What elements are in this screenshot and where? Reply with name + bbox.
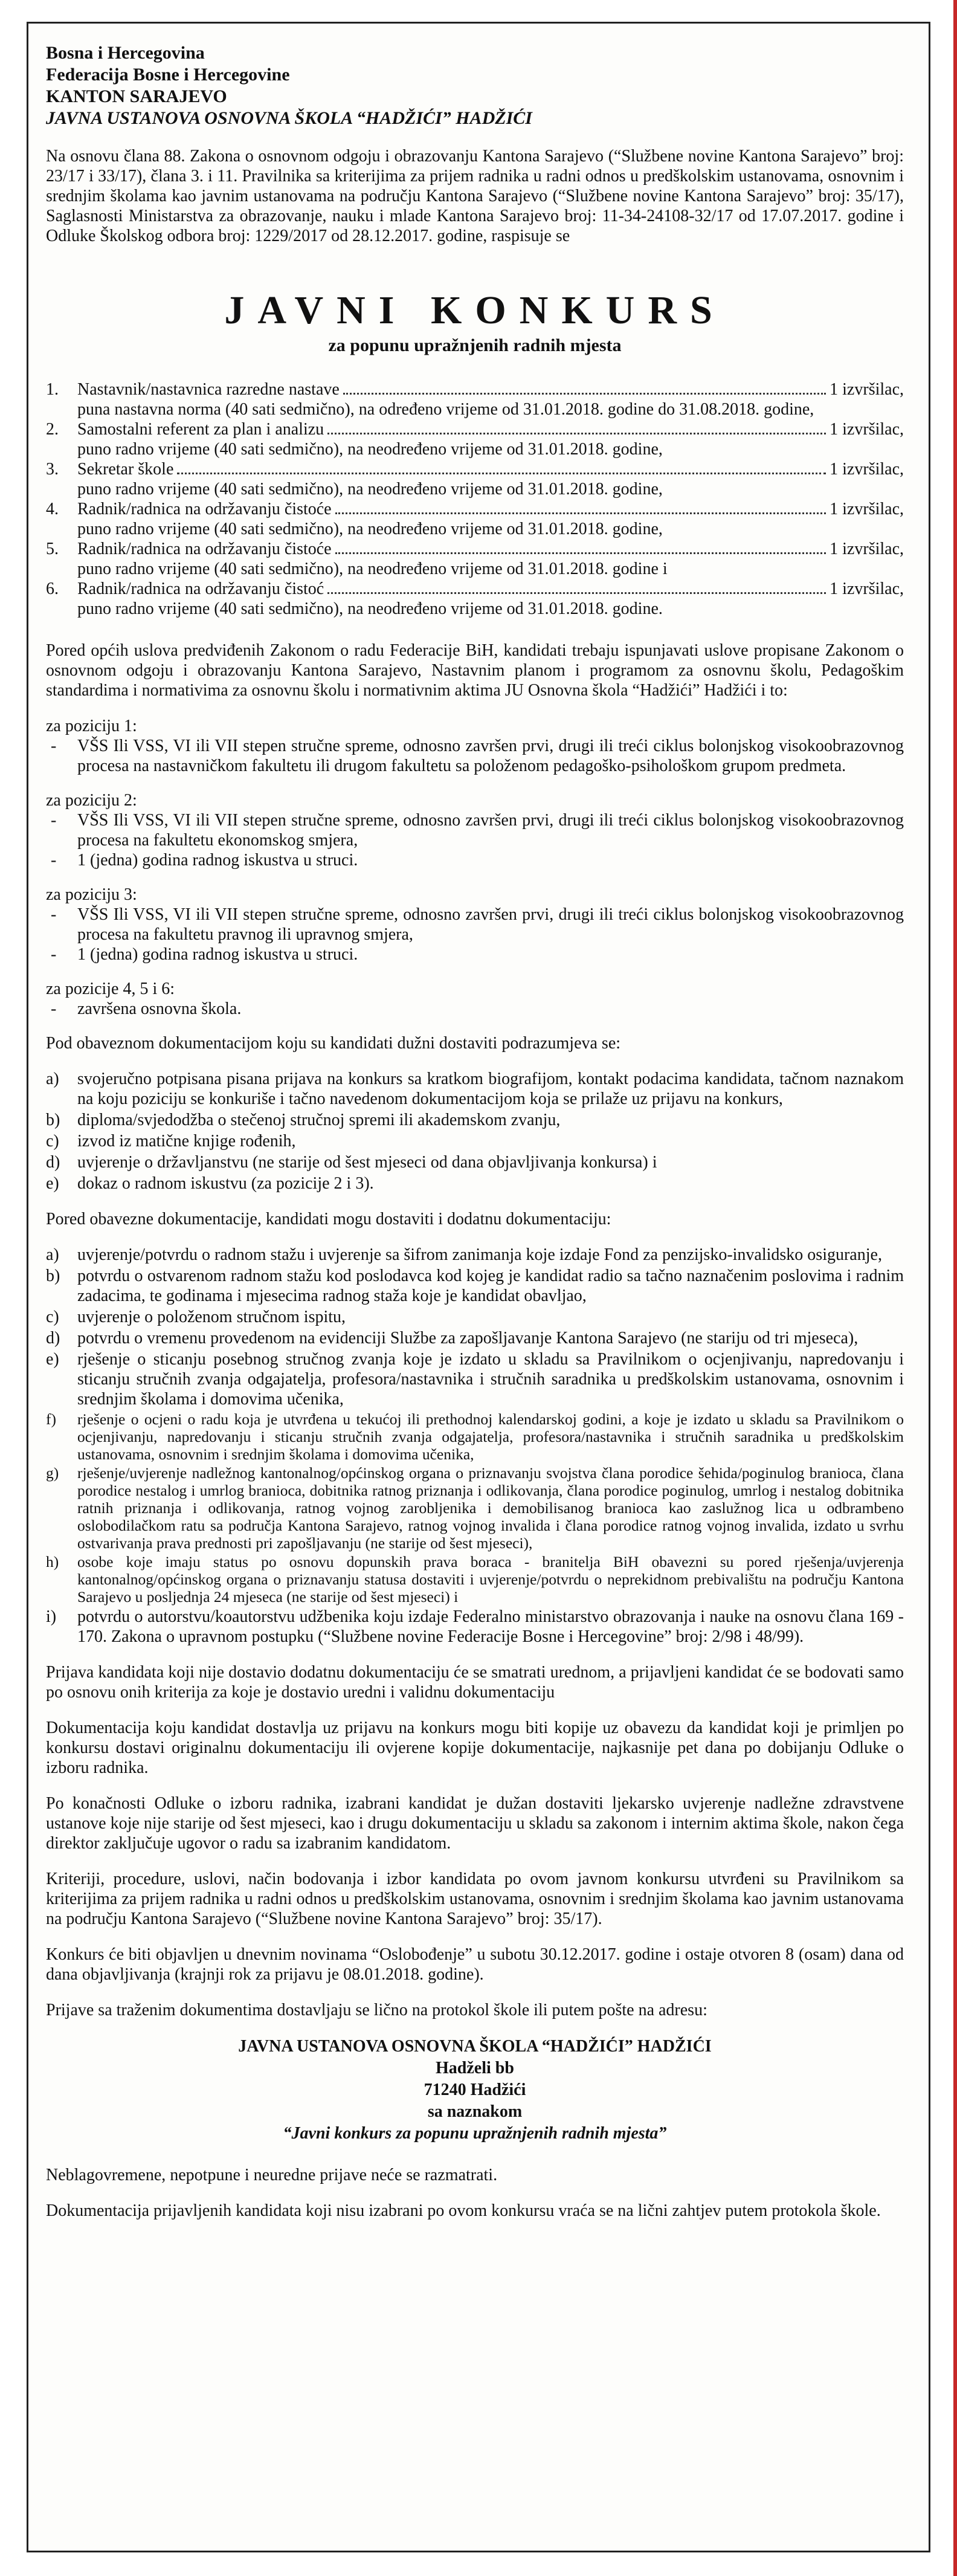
header-country: Bosna i Hercegovina — [46, 43, 205, 63]
requirement-heading: za poziciju 2: — [46, 791, 137, 810]
document-letter: b) — [46, 1111, 60, 1129]
document-item — [46, 1069, 904, 1109]
general-conditions: Pored općih uslova predviđenih Zakonom o radu Federacije BiH, kandidati trebaju ispunjavati uslove propisane Zakonom o osnovnom odgoju i obrazovanju Kantona Sarajevo, Nastavnim planom i programom za osnovnu školu, Pedagoškim standardima i normativima za osnovnu školu i normativnim aktima JU Osnovna škola “Hadžići” Hadžići i to: — [46, 641, 904, 700]
position-detail: puno radno vrijeme (40 sati sedmično), na neodređeno vrijeme od 31.01.2018. godine, — [77, 480, 663, 499]
mailing-address — [46, 2036, 904, 2145]
requirement-text: VŠS Ili VSS, VI ili VII stepen stručne spreme, odnosno završen prvi, drugi ili treći ciklus bolonjskog visokoobrazovnog procesa na fakultetu pravnog ili upravnog smjera, — [77, 905, 904, 944]
requirement-list — [46, 999, 904, 1019]
document-item — [46, 1464, 904, 1552]
document-letter: d) — [46, 1329, 60, 1348]
paragraph-submission: Prijave sa traženim dokumentima dostavljaju se lično na protokol škole ili putem pošte na adresu: — [46, 2001, 707, 2019]
document-letter: b) — [46, 1267, 60, 1285]
page-edge-strip — [953, 0, 957, 2576]
position-item — [46, 459, 904, 499]
document-text: osobe koje imaju status po osnovu dopunskih prava boraca - branitelja BiH obavezni su pored rješenja/uvjerenja kantonalnog/općinskog organa o priznavanju statusa dostaviti i uvjerenje/potvrdu o neprekidnom prebivalištu na području Kantona Sarajevo u posljednja 24 mjeseca (ne starije od šest mjeseci) i — [77, 1553, 904, 1606]
position-title-line — [77, 539, 904, 559]
bullet-dash: - — [51, 851, 57, 870]
issuer-header — [46, 42, 904, 129]
mandatory-docs-intro: Pod obaveznom dokumentacijom koju su kandidati dužni dostaviti podrazumjeva se: — [46, 1034, 621, 1053]
position-item — [46, 579, 904, 619]
header-school: JAVNA USTANOVA OSNOVNA ŠKOLA “HADŽIĆI” HADŽIĆI — [46, 108, 532, 128]
position-quantity: 1 izvršilac, — [830, 460, 904, 479]
positions-list — [46, 379, 904, 619]
requirement-heading: za poziciju 1: — [46, 717, 137, 735]
bullet-dash: - — [51, 945, 57, 964]
document-letter: d) — [46, 1153, 60, 1172]
document-text: uvjerenje/potvrdu o radnom stažu i uvjerenje sa šifrom zanimanja koje izdaje Fond za penzijsko-invalidsko osiguranje, — [77, 1245, 882, 1264]
document-letter: g) — [46, 1464, 59, 1482]
document-item — [46, 1553, 904, 1606]
position-quantity: 1 izvršilac, — [830, 540, 904, 558]
position-detail: puno radno vrijeme (40 sati sedmično), na neodređeno vrijeme od 31.01.2018. godine, — [77, 440, 663, 459]
document-item — [46, 1410, 904, 1463]
position-body — [77, 499, 904, 539]
position-name: Sekretar škole — [77, 460, 174, 479]
paragraph-publication: Konkurs će biti objavljen u dnevnim novinama “Oslobođenje” u subotu 30.12.2017. godine i ostaje otvoren 8 (osam) dana od dana objavljivanja (krajnji rok za prijavu je 08.01.2018. godine). — [46, 1945, 904, 1984]
document-letter: h) — [46, 1553, 59, 1570]
document-subtitle: za popunu upražnjenih radnih mjesta — [328, 335, 622, 355]
position-number: 1. — [46, 380, 59, 399]
document-letter: a) — [46, 1245, 59, 1264]
position-body — [77, 579, 904, 619]
requirement-heading: za poziciju 3: — [46, 885, 137, 904]
additional-docs-intro: Pored obavezne dokumentacije, kandidati mogu dostaviti i dodatnu dokumentaciju: — [46, 1210, 611, 1228]
bullet-dash: - — [51, 811, 57, 830]
requirement-group — [46, 979, 904, 1019]
bullet-dash: - — [51, 999, 57, 1018]
requirement-item — [46, 810, 904, 850]
position-item — [46, 419, 904, 459]
requirement-item — [46, 944, 904, 964]
document-item — [46, 1266, 904, 1306]
document-text: rješenje o ocjeni o radu koja je utvrđena u tekućoj ili prethodnoj kalendarskoj godini, a koje je izdato u skladu sa Pravilnikom o ocjenjivanju, napredovanju i sticanju stručnih zvanja odgajatelja, profesora/nastavnika i stručnih saradnika u predškolskim ustanovama, osnovnim i srednjim školama i domovima učenika, — [77, 1410, 904, 1463]
paragraph-incomplete: Neblagovremene, nepotpune i neuredne prijave neće se razmatrati. — [46, 2166, 498, 2184]
requirement-text: VŠS Ili VSS, VI ili VII stepen stručne spreme, odnosno završen prvi, drugi ili treći ciklus bolonjskog visokoobrazovnog procesa na fakultetu ekonomskog smjera, — [77, 811, 904, 850]
document-text: potvrdu o autorstvu/koautorstvu udžbenika koju izdaje Federalno ministarstvo obrazovanja i nauke na osnovu člana 169 - 170. Zakona o upravnom postupku (“Službene novine Federacije Bosne i Hercegovine” broj: 2/98 i 48/99). — [77, 1607, 904, 1646]
document-text: potvrdu o vremenu provedenom na evidenciji Službe za zapošljavanje Kantona Sarajevo (ne stariju od tri mjeseca), — [77, 1329, 859, 1348]
document-item — [46, 1173, 904, 1193]
document-text: dokaz o radnom iskustvu (za pozicije 2 i 3). — [77, 1174, 374, 1193]
document-text: rješenje/uvjerenje nadležnog kantonalnog/općinskog organa o priznavanju svojstva člana porodice šehida/poginulog branioca, člana porodice nestalog i umrlog branioca, dobitnika ratnog priznanja i odlikovanja, člana porodice poginulog, umrlog i nestalog dobitnika ratnih priznanja i odlikovanja, ratnog vojnog zarobljenika i demobilisanog branioca kao zaslužnog lica u odbrambeno oslobodilačkom ratu sa područja Kantona Sarajevo, ratnog vojnog invalida i člana porodice ratnog vojnog invalida, izdato u svrhu ostvarivanja prava prednosti pri zapošljavanju (ne starije od šest mjeseci), — [77, 1464, 904, 1552]
position-title-line — [77, 379, 904, 399]
position-quantity: 1 izvršilac, — [830, 380, 904, 399]
requirement-list — [46, 905, 904, 964]
position-item — [46, 499, 904, 539]
document-title: JAVNI KONKURS — [224, 288, 726, 332]
requirement-list — [46, 810, 904, 870]
bullet-dash: - — [51, 737, 57, 755]
document-text: uvjerenje o položenom stručnom ispitu, — [77, 1308, 346, 1326]
position-detail: puno radno vrijeme (40 sati sedmično), na neodređeno vrijeme od 31.01.2018. godine, — [77, 520, 663, 538]
dot-leader — [343, 393, 826, 395]
position-number: 6. — [46, 579, 59, 598]
dot-leader — [327, 592, 826, 594]
document-letter: c) — [46, 1132, 59, 1151]
requirements-section — [46, 716, 904, 1019]
document-text: svojeručno potpisana pisana prijava na konkurs sa kratkom biografijom, kontakt podacima kandidata, tačnom naznakom na koju poziciju se konkuriše i tačno navedenom dokumentacijom koja se prilaže uz prijavu na konkurs, — [77, 1070, 904, 1108]
document-text: izvod iz matične knjige rođenih, — [77, 1132, 296, 1151]
position-title-line — [77, 419, 904, 439]
dot-leader — [327, 433, 826, 434]
position-detail: puno radno vrijeme (40 sati sedmično), na neodređeno vrijeme od 31.01.2018. godine i — [77, 560, 668, 578]
position-number: 4. — [46, 500, 59, 518]
document-item — [46, 1349, 904, 1409]
requirement-group — [46, 716, 904, 776]
document-item — [46, 1152, 904, 1172]
requirement-item — [46, 999, 904, 1019]
position-title-line — [77, 579, 904, 599]
requirement-list — [46, 736, 904, 776]
requirement-text: završena osnovna škola. — [77, 999, 242, 1018]
address-school: JAVNA USTANOVA OSNOVNA ŠKOLA “HADŽIĆI” HADŽIĆI — [238, 2037, 712, 2056]
dot-leader — [177, 473, 826, 474]
requirement-text: VŠS Ili VSS, VI ili VII stepen stručne spreme, odnosno završen prvi, drugi ili treći ciklus bolonjskog visokoobrazovnog procesa na nastavničkom fakultetu ili drugom fakultetu sa položenom pedagoško-psihološkom grupom predmeta. — [77, 737, 904, 775]
document-letter: e) — [46, 1174, 59, 1193]
announcement-content — [46, 42, 904, 2236]
requirement-heading: za pozicije 4, 5 i 6: — [46, 980, 175, 998]
address-note-label: sa naznakom — [427, 2102, 523, 2121]
position-title-line — [77, 499, 904, 519]
paragraph-copies: Dokumentacija koju kandidat dostavlja uz prijavu na konkurs mogu biti kopije uz obavezu da kandidat koji je primljen po konkursu dostavi originalnu dokumentaciju ili ovjerene kopije dokumentacije, najkasnije pet dana po dobijanju Odluke o izboru radnika. — [46, 1719, 904, 1777]
document-letter: a) — [46, 1070, 59, 1088]
position-body — [77, 379, 904, 419]
bullet-dash: - — [51, 905, 57, 924]
mandatory-docs-list — [46, 1069, 904, 1193]
intro-paragraph: Na osnovu člana 88. Zakona o osnovnom odgoju i obrazovanju Kantona Sarajevo (“Službene novine Kantona Sarajevo” broj: 23/17 i 33/17), člana 3. i 11. Pravilnika sa kriterijima za prijem radnika u radni odnos u predškolskim ustanovama, osnovnim i srednjim školama kao javnim ustanovama na području Kantona Sarajevo (“Službene novine Kantona Sarajevo” broj: 35/17), Saglasnosti Ministarstva za obrazovanje, nauku i mlade Kantona Sarajevo broj: 11-34-24108-32/17 od 17.07.2017. godine i Odluke Školskog odbora broj: 1229/2017 od 28.12.2017. godine, raspisuje se — [46, 147, 904, 245]
dot-leader — [335, 552, 826, 554]
document-letter: f) — [46, 1410, 56, 1428]
position-body — [77, 459, 904, 499]
paragraph-application-validity: Prijava kandidata koji nije dostavio dodatnu dokumentaciju će se smatrati urednom, a prijavljeni kandidat će se bodovati samo po osnovu onih kriterija za koje je dostavio uredni i validnu dokumentaciju — [46, 1663, 904, 1702]
requirement-item — [46, 736, 904, 776]
paragraph-return-docs: Dokumentacija prijavljenih kandidata koji nisu izabrani po ovom konkursu vraća se na lični zahtjev putem protokola škole. — [46, 2201, 881, 2220]
requirement-text: 1 (jedna) godina radnog iskustva u struci. — [77, 945, 358, 964]
document-text: rješenje o sticanju posebnog stručnog zvanja koje je izdato u skladu sa Pravilnikom o ocjenjivanju, napredovanju i sticanju stručnih zvanja odgajatelja, profesora/nastavnika i stručnih saradnika u predškolskim ustanovama, osnovnim i srednjim školama i domovima učenika, — [77, 1350, 904, 1409]
dot-leader — [335, 512, 826, 514]
document-letter: i) — [46, 1607, 57, 1626]
position-name: Radnik/radnica na održavanju čistoće — [77, 540, 332, 558]
position-body — [77, 419, 904, 459]
document-item — [46, 1131, 904, 1151]
position-name: Samostalni referent za plan i analizu — [77, 420, 324, 439]
requirement-text: 1 (jedna) godina radnog iskustva u struci. — [77, 851, 358, 870]
document-item — [46, 1110, 904, 1130]
paragraph-criteria: Kriteriji, procedure, uslovi, način bodovanja i izbor kandidata po ovom javnom konkursu utvrđeni su Pravilnikom sa kriterijima za prijem radnika u radni odnos u predškolskim ustanovama, osnovnim i srednjim školama kao javnim ustanovama na području Kantona Sarajevo (“Službene novine Kantona Sarajevo” broj: 35/17). — [46, 1870, 904, 1928]
position-quantity: 1 izvršilac, — [830, 500, 904, 518]
document-text: potvrdu o ostvarenom radnom stažu kod poslodavca kod kojeg je kandidat radio sa tačno naznačenim poslovima i radnim zadacima, te godinama i mjesecima radnog staža koje je kandidat obavljao, — [77, 1267, 904, 1305]
additional-docs-list — [46, 1245, 904, 1647]
header-canton: KANTON SARAJEVO — [46, 86, 227, 106]
document-text: uvjerenje o državljanstvu (ne starije od šest mjeseci od dana objavljivanja konkursa) i — [77, 1153, 657, 1172]
requirement-item — [46, 905, 904, 944]
document-letter: c) — [46, 1308, 59, 1326]
paragraph-final-decision: Po konačnosti Odluke o izboru radnika, izabrani kandidat je dužan dostaviti ljekarsko uvjerenje nadležne zdravstvene ustanove koje nije starije od šest mjeseci, kao i drugu dokumentaciju u skladu sa zakonom i internim aktima škole, nakon čega direktor zaključuje ugovor o radu sa izabranim kandidatom. — [46, 1794, 904, 1853]
requirement-group — [46, 790, 904, 870]
position-title-line — [77, 459, 904, 479]
position-item — [46, 379, 904, 419]
position-name: Nastavnik/nastavnica razredne nastave — [77, 380, 340, 399]
address-note: “Javni konkurs za popunu upražnjenih radnih mjesta” — [283, 2124, 667, 2143]
requirement-group — [46, 885, 904, 964]
position-number: 3. — [46, 460, 59, 479]
position-number: 5. — [46, 540, 59, 558]
position-number: 2. — [46, 420, 59, 439]
requirement-item — [46, 850, 904, 870]
document-text: diploma/svjedodžba o stečenoj stručnoj spremi ili akademskom zvanju, — [77, 1111, 561, 1129]
document-item — [46, 1307, 904, 1327]
header-federation: Federacija Bosne i Hercegovine — [46, 65, 290, 85]
document-item — [46, 1328, 904, 1348]
address-postal: 71240 Hadžići — [424, 2080, 526, 2099]
address-street: Hadželi bb — [436, 2059, 514, 2077]
position-detail: puna nastavna norma (40 sati sedmično), na određeno vrijeme od 31.01.2018. godine do 31.08.2018. godine, — [77, 400, 814, 419]
position-quantity: 1 izvršilac, — [830, 420, 904, 439]
document-letter: e) — [46, 1350, 59, 1369]
position-body — [77, 539, 904, 579]
position-item — [46, 539, 904, 579]
position-name: Radnik/radnica na održavanju čistoće — [77, 500, 332, 518]
position-detail: puno radno vrijeme (40 sati sedmično), na neodređeno vrijeme od 31.01.2018. godine. — [77, 599, 663, 618]
document-item — [46, 1607, 904, 1647]
document-item — [46, 1245, 904, 1265]
position-quantity: 1 izvršilac, — [830, 579, 904, 598]
position-name: Radnik/radnica na održavanju čistoć — [77, 579, 324, 598]
